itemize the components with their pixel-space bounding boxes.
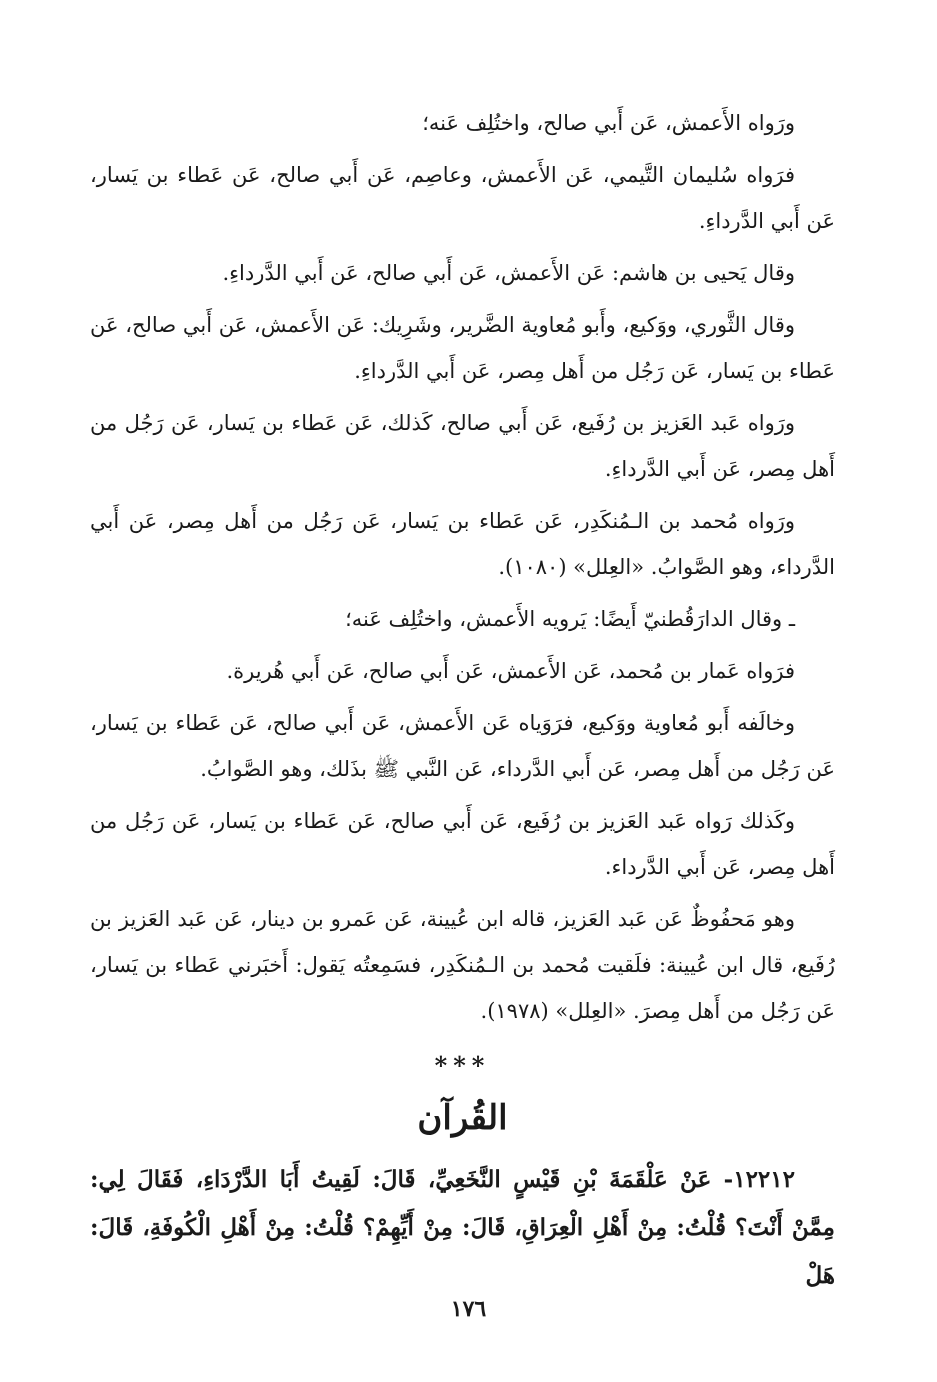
paragraph: وقال يَحيى بن هاشم: عَن الأَعمش، عَن أَبي صالح، عَن أَبي الدَّرداءِ. [222, 261, 795, 285]
paragraph-dash: ـ وقال الدارَقُطنيّ أَيضًا: يَرويه الأَعمش، واختُلِف عَنه؛ [345, 607, 795, 631]
paragraph: وخالَفه أَبو مُعاوية ووَكيع، فرَوَياه عَن الأَعمش، عَن أَبي صالح، عَن عَطاء بن يَسار، عَن رَجُل من أَهل مِصر، عَن أَبي الدَّرداء، عَن النَّبي ﷺ بذَلك، وهو الصَّوابُ. [90, 711, 835, 781]
paragraph: وهو مَحفُوظٌ عَن عَبد العَزيز، قاله ابن عُيينة، عَن عَمرو بن دينار، عَن عَبد العَزيز بن رُفَيع، قال ابن عُيينة: فلَقيت مُحمد بن الـمُنكَدِر، فسَمِعتُه يَقول: أَخبَرني عَطاء بن يَسار، عَن رَجُل من أَهل مِصرَ. «العِلل» (١٩٧٨). [90, 907, 835, 1023]
paragraph: فرَواه عَمار بن مُحمد، عَن الأَعمش، عَن أَبي صالح، عَن أَبي هُريرة. [226, 659, 795, 683]
paragraph: ورَواه الأَعمش، عَن أَبي صالح، واختُلِف عَنه؛ [422, 111, 795, 135]
hadith-text: ١٢٢١٢- عَنْ عَلْقَمَةَ بْنِ قَيْسٍ النَّخَعِيِّ، قَالَ: لَقِيتُ أَبَا الدَّرْدَاءِ، فَقَالَ لِي: مِمَّنْ أَنْتَ؟ قُلْتُ: مِنْ أَهْلِ الْعِرَاقِ، قَالَ: مِنْ أَيِّهِمْ؟ قُلْتُ: مِنْ أَهْلِ الْكُوفَةِ، قَالَ: هَلْ [90, 1166, 835, 1289]
paragraph: ورَواه عَبد العَزيز بن رُفَيع، عَن أَبي صالح، كَذلك، عَن عَطاء بن يَسار، عَن رَجُل من أَهل مِصر، عَن أَبي الدَّرداءِ. [90, 411, 835, 481]
paragraph: وكَذلك رَواه عَبد العَزيز بن رُفَيع، عَن أَبي صالح، عَن عَطاء بن يَسار، عَن رَجُل من أَهل مِصر، عَن أَبي الدَّرداء. [90, 809, 835, 879]
paragraph: فرَواه سُليمان التَّيمي، عَن الأَعمش، وعاصِم، عَن أَبي صالح، عَن عَطاء بن يَسار، عَن أَبي الدَّرداءِ. [90, 163, 835, 233]
section-title: القُرآن [417, 1098, 508, 1138]
page-number: ١٧٦ [450, 1296, 487, 1322]
section-separator: *** [434, 1051, 491, 1080]
page-body [90, 100, 835, 1300]
paragraph: ورَواه مُحمد بن الـمُنكَدِر، عَن عَطاء بن يَسار، عَن رَجُل من أَهل مِصر، عَن أَبي الدَّرداء، وهو الصَّوابُ. «العِلل» (١٠٨٠). [90, 509, 835, 579]
paragraph: وقال الثَّوري، ووَكيع، وأَبو مُعاوية الضَّرير، وشَرِيك: عَن الأَعمش، عَن أَبي صالح، عَن عَطاء بن يَسار، عَن رَجُل من أَهل مِصر، عَن أَبي الدَّرداءِ. [90, 313, 835, 383]
